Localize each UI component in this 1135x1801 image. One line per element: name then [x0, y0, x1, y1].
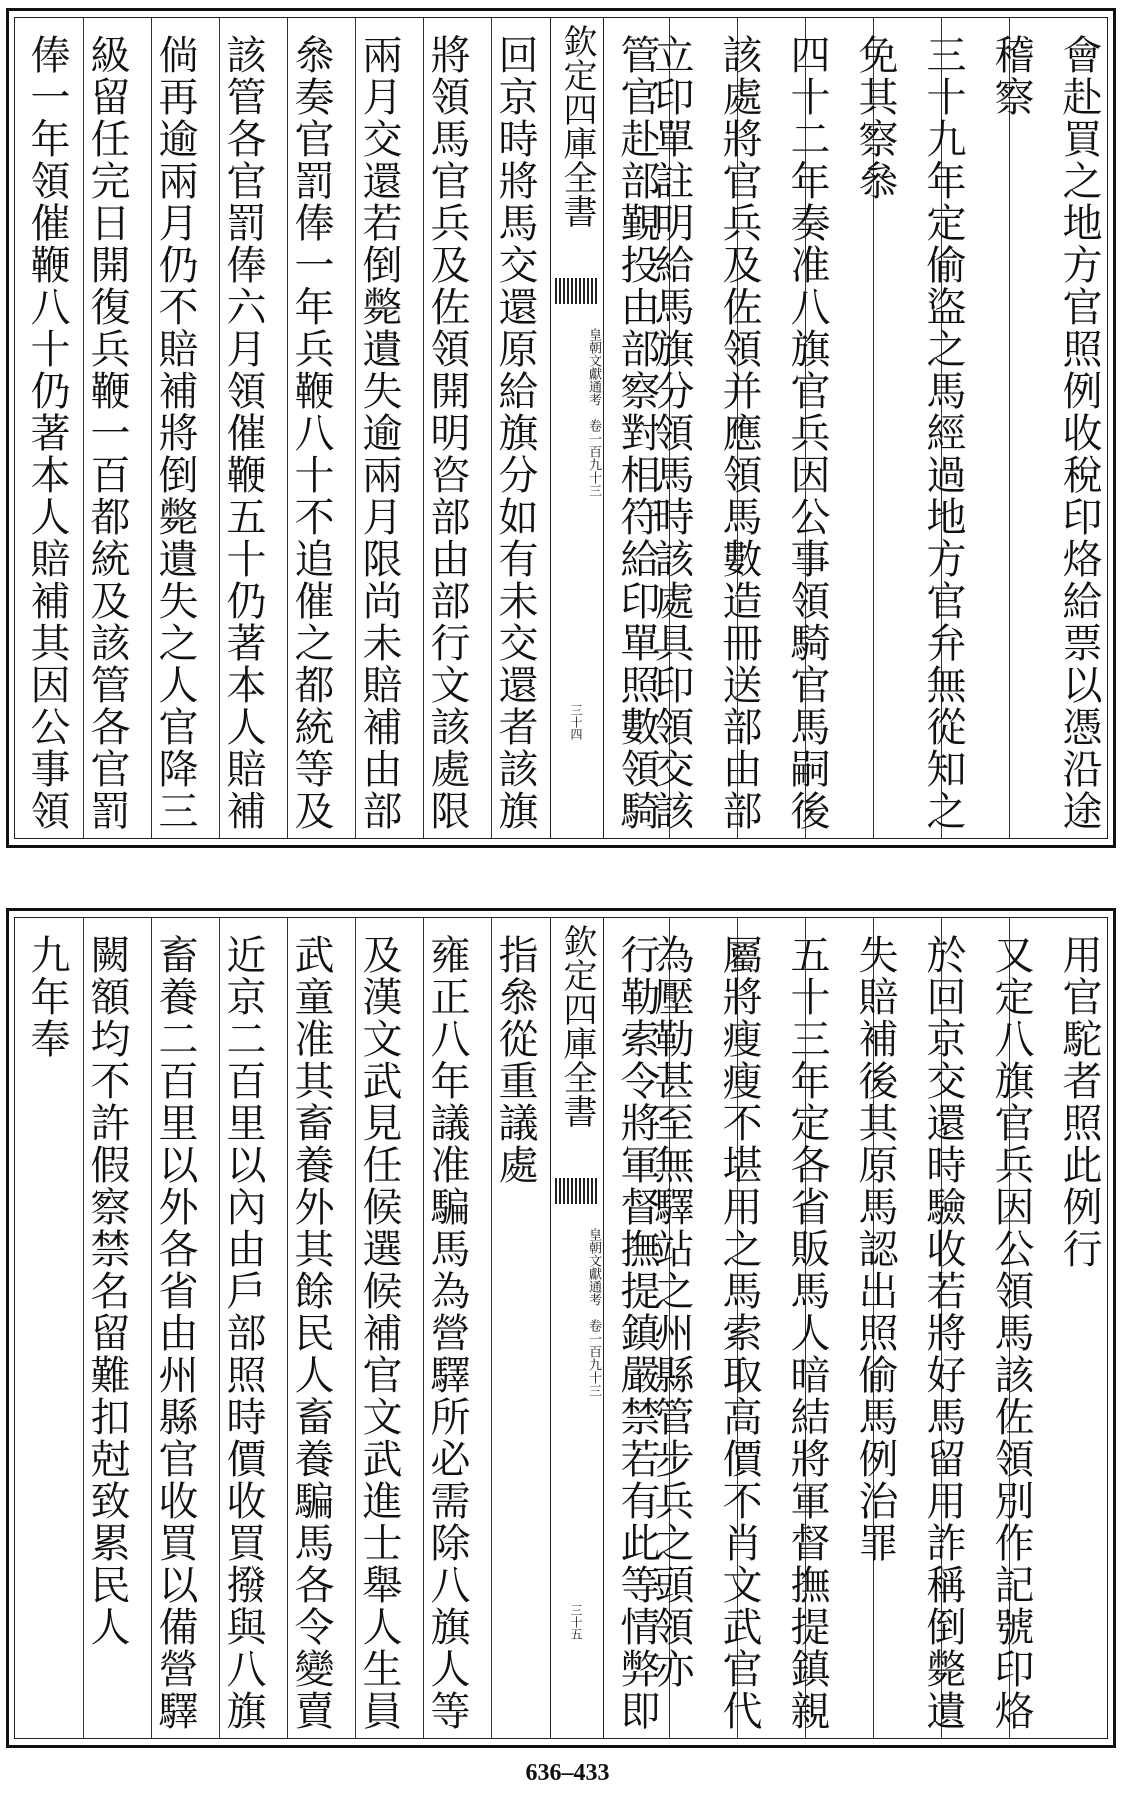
volume-label: 卷一百九十三	[586, 1319, 601, 1397]
page-number: 三十四	[569, 704, 583, 740]
text-column: 武童准其畜養外其餘民人畜養騙馬各令變賣	[288, 934, 334, 1732]
text-column: 闕額均不許假察禁名留難扣尅致累民人	[84, 934, 130, 1648]
text-column: 雍正八年議准騙馬為營驛所必需除八旗人等	[424, 934, 470, 1732]
lower-page-frame	[14, 917, 1108, 1739]
text-column: 將領馬官兵及佐領開明咨部由部行文該處限	[424, 34, 470, 832]
text-column: 近京二百里以內由戶部照時價收買撥與八旗	[220, 934, 266, 1732]
text-column: 級留任完日開復兵鞭一百都統及該管各官罰	[84, 34, 130, 832]
text-column: 用官駝者照此例行	[1056, 934, 1102, 1270]
center-fold-column	[550, 18, 604, 838]
book-title: 欽定四庫全書	[557, 924, 597, 1128]
text-column: 屬將瘦瘦不堪用之馬索取高價不肖文武官代	[716, 934, 762, 1732]
text-column: 又定八旗官兵因公領馬該佐領別作記號印烙	[988, 934, 1034, 1732]
volume-label: 卷一百九十三	[586, 419, 601, 497]
text-column: 為壓勒甚至無驛站之州縣管步兵之頭領亦	[648, 934, 694, 1690]
text-column: 該管各官罰俸六月領催鞭五十仍著本人賠補	[220, 34, 266, 832]
text-column: 稽察	[988, 34, 1034, 118]
center-side-label	[553, 328, 601, 497]
text-column: 俸一年領催鞭八十仍著本人賠補其因公事領	[24, 34, 70, 832]
page-footer-number: 636–433	[525, 1760, 610, 1786]
text-column: 叅奏官罰俸一年兵鞭八十不追催之都統等及	[288, 34, 334, 832]
lower-page-panel	[6, 908, 1116, 1748]
text-column: 及漢文武見任候選候補官文武進士舉人生員	[356, 934, 402, 1732]
text-column: 倘再逾兩月仍不賠補將倒斃遺失之人官降三	[152, 34, 198, 832]
text-column: 五十三年定各省販馬人暗結將軍督撫提鎮親	[784, 934, 830, 1732]
text-column: 會赴買之地方官照例收稅印烙給票以憑沿途	[1056, 34, 1102, 832]
center-fold-column	[550, 918, 604, 1738]
upper-page-frame	[14, 17, 1108, 839]
text-column: 失賠補後其原馬認出照偷馬例治罪	[852, 934, 898, 1564]
text-column: 行勒索令將軍督撫提鎮嚴禁若有此等情弊即	[614, 934, 660, 1732]
fishtail-mark	[555, 278, 599, 304]
text-column: 兩月交還若倒斃遺失逾兩月限尚未賠補由部	[356, 34, 402, 832]
page-number: 三十五	[569, 1604, 583, 1640]
series-title: 皇朝文獻通考	[586, 328, 601, 406]
text-column: 免其察叅	[852, 34, 898, 202]
text-column: 三十九年定偷盜之馬經過地方官弁無從知之	[920, 34, 966, 832]
text-column: 九年奉	[24, 934, 70, 1060]
text-column: 管官赴部覲投由部察對相符給印單照數領騎	[614, 34, 660, 832]
series-title: 皇朝文獻通考	[586, 1228, 601, 1306]
text-column: 於回京交還時驗收若將好馬留用詐稱倒斃遺	[920, 934, 966, 1732]
text-column: 回京時將馬交還原給旗分如有未交還者該旗	[492, 34, 538, 832]
text-column: 畜養二百里以外各省由州縣官收買以備營驛	[152, 934, 198, 1732]
text-column: 立印單註明給馬旗分領馬時該處具印領交該	[648, 34, 694, 832]
text-column: 四十二年奏准八旗官兵因公事領騎官馬嗣後	[784, 34, 830, 832]
book-title: 欽定四庫全書	[557, 24, 597, 228]
fishtail-mark	[555, 1178, 599, 1204]
upper-page-panel	[6, 8, 1116, 848]
text-column: 該處將官兵及佐領并應領馬數造冊送部由部	[716, 34, 762, 832]
center-side-label	[553, 1228, 601, 1397]
text-column: 指叅從重議處	[492, 934, 538, 1186]
